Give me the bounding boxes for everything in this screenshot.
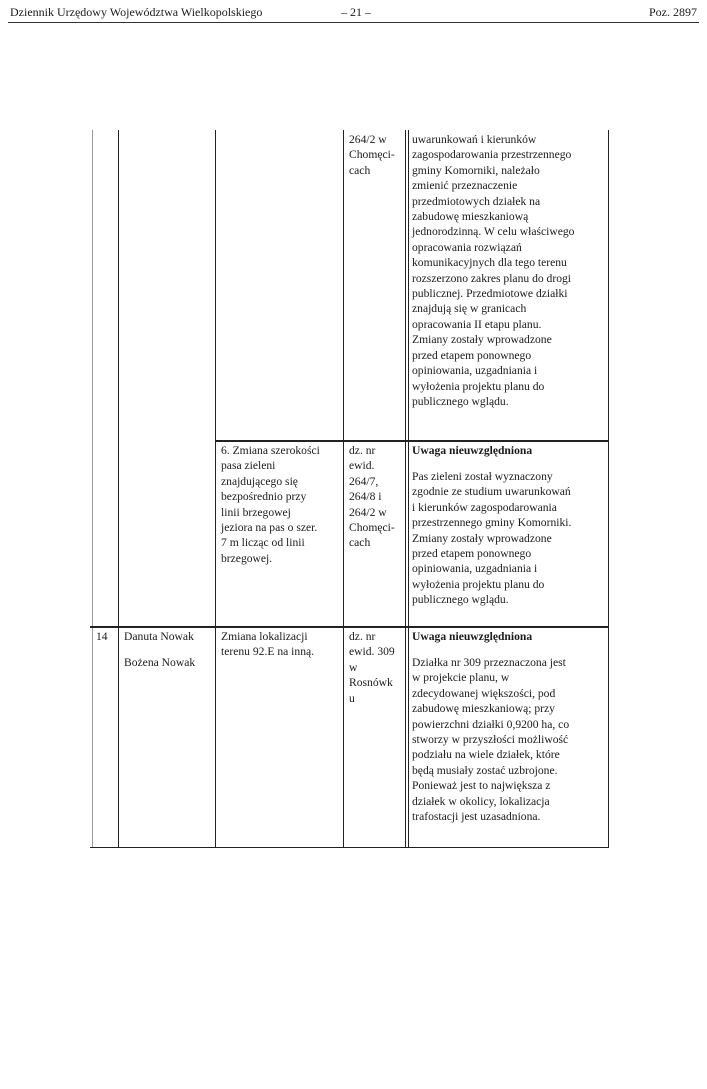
parcel-cell: 264/2 w Chomęci- cach: [349, 133, 395, 177]
row-number: 14: [96, 630, 108, 643]
column-divider: [118, 130, 119, 848]
column-divider: [408, 130, 409, 848]
table-bottom-border: [90, 847, 608, 848]
page-header: [8, 4, 699, 23]
request-cell: 6. Zmiana szerokości pasa zieleni znajdującego się bezpośrednio przy linii brzegowej jeziora na pas o szer. 7 m licząc od linii brzegowej.: [221, 444, 320, 565]
column-divider: [405, 130, 406, 848]
row-divider: [215, 440, 608, 442]
table-border-left: [92, 130, 93, 848]
author-name: Bożena Nowak: [124, 656, 196, 669]
author-name: Danuta Nowak: [124, 630, 194, 643]
request-cell: Zmiana lokalizacji terenu 92.E na inną.: [221, 630, 315, 659]
status-cell: Uwaga nieuwzględniona: [412, 444, 533, 457]
resolution-cell: uwarunkowań i kierunków zagospodarowania przestrzennego gminy Komorniki, należało zmienić przeznaczenie przedmiotowych działek na zabudowę mieszkaniową jednorodzinną. W celu właściwego opracowania rozwiązań komunikacyjnych dla tego terenu rozszerzono zakres planu do drogi publicznej. Przedmiotowe działki znajdują się w granicach opracowania II etapu planu. Zmiany zostały wprowadzone przed etapem ponownego opiniowania, uzgadniania i wyłożenia projektu planu do publicznego wglądu.: [412, 133, 575, 408]
comments-table: [90, 130, 610, 848]
parcel-cell: dz. nr ewid. 264/7, 264/8 i 264/2 w Chomęci- cach: [349, 444, 395, 550]
status-cell: Uwaga nieuwzględniona: [412, 630, 533, 643]
parcel-cell: dz. nr ewid. 309 w Rosnówk u: [349, 630, 395, 705]
column-divider: [343, 130, 344, 848]
column-divider: [215, 130, 216, 848]
resolution-cell: Pas zieleni został wyznaczony zgodnie ze studium uwarunkowań i kierunków zagospodarowania przestrzennego gminy Komorniki. Zmiany zostały wprowadzone przed etapem ponownego opiniowania, uzgadniania i wyłożenia projektu planu do publicznego wglądu.: [412, 470, 572, 607]
row-divider: [90, 626, 608, 628]
page-number: – 21 –: [341, 5, 371, 19]
position-number: Poz. 2897: [649, 5, 697, 19]
table-border-right: [608, 130, 609, 848]
resolution-cell: Działka nr 309 przeznaczona jest w projekcie planu, w zdecydowanej większości, pod zabudowę mieszkaniową; przy powierzchni działki 0,9200 ha, co stworzy w przyszłości możliwość podziału na wiele działek, które będą musiały zostać uzbrojone. Ponieważ jest to największa z działek w okolicy, lokalizacja trafostacji jest uzasadniona.: [412, 656, 570, 824]
journal-title: Dziennik Urzędowy Województwa Wielkopolskiego: [10, 5, 263, 19]
